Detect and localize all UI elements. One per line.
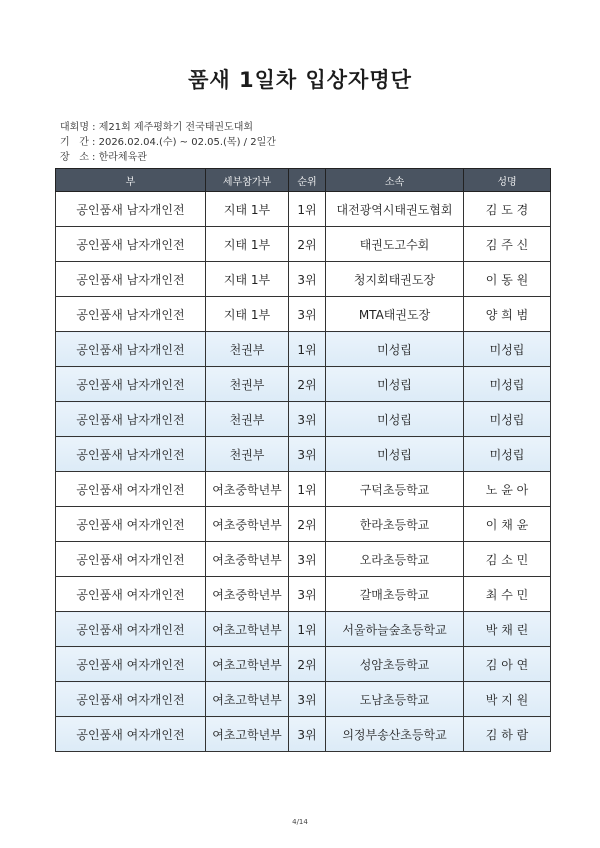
page-number: 4/14: [292, 818, 308, 826]
cell-rank: 1위: [289, 332, 326, 367]
cell-team: 대전광역시태권도협회: [326, 192, 464, 227]
cell-division: 공인품새 여자개인전: [56, 472, 206, 507]
cell-team: 의정부송산초등학교: [326, 717, 464, 752]
cell-team: 성암초등학교: [326, 647, 464, 682]
cell-sub-division: 지태 1부: [206, 297, 289, 332]
cell-sub-division: 여초중학년부: [206, 577, 289, 612]
cell-rank: 3위: [289, 437, 326, 472]
cell-name: 김 아 연: [464, 647, 551, 682]
period-label: 기 간 :: [60, 137, 96, 148]
cell-division: 공인품새 여자개인전: [56, 717, 206, 752]
cell-team: 갈매초등학교: [326, 577, 464, 612]
table-row: [56, 682, 551, 717]
cell-sub-division: 여초고학년부: [206, 717, 289, 752]
cell-division: 공인품새 남자개인전: [56, 367, 206, 402]
period-value: 2026.02.04.(수) ~ 02.05.(목) / 2일간: [98, 137, 276, 148]
cell-team: MTA태권도장: [326, 297, 464, 332]
cell-division: 공인품새 남자개인전: [56, 297, 206, 332]
table-row: [56, 647, 551, 682]
venue-info: [60, 148, 147, 163]
header-rank: 순위: [289, 169, 326, 192]
cell-rank: 3위: [289, 297, 326, 332]
table-row: [56, 472, 551, 507]
cell-name: 김 도 경: [464, 192, 551, 227]
cell-name: 미성립: [464, 437, 551, 472]
winners-table: [55, 168, 551, 752]
header-division: 부: [56, 169, 206, 192]
cell-name: 김 주 신: [464, 227, 551, 262]
cell-rank: 2위: [289, 367, 326, 402]
event-info: [60, 118, 253, 133]
cell-rank: 3위: [289, 717, 326, 752]
cell-division: 공인품새 여자개인전: [56, 542, 206, 577]
cell-division: 공인품새 남자개인전: [56, 192, 206, 227]
cell-sub-division: 여초중학년부: [206, 472, 289, 507]
cell-name: 노 윤 아: [464, 472, 551, 507]
cell-team: 미성립: [326, 437, 464, 472]
table-row: [56, 402, 551, 437]
cell-sub-division: 지태 1부: [206, 227, 289, 262]
table-row: [56, 577, 551, 612]
cell-rank: 2위: [289, 507, 326, 542]
header-team: 소속: [326, 169, 464, 192]
event-value: 제21회 제주평화기 전국태권도대회: [98, 122, 254, 133]
cell-team: 한라초등학교: [326, 507, 464, 542]
cell-sub-division: 여초중학년부: [206, 542, 289, 577]
cell-rank: 3위: [289, 542, 326, 577]
period-info: [60, 133, 276, 148]
table-row: [56, 437, 551, 472]
cell-rank: 1위: [289, 472, 326, 507]
header-name: 성명: [464, 169, 551, 192]
table-row: [56, 332, 551, 367]
table-row: [56, 192, 551, 227]
cell-rank: 3위: [289, 402, 326, 437]
cell-division: 공인품새 남자개인전: [56, 332, 206, 367]
cell-team: 태권도고수회: [326, 227, 464, 262]
cell-sub-division: 천권부: [206, 332, 289, 367]
header-sub-division: 세부참가부: [206, 169, 289, 192]
event-label: 대회명 :: [60, 122, 96, 133]
table-row: [56, 507, 551, 542]
table-row: [56, 612, 551, 647]
cell-division: 공인품새 남자개인전: [56, 262, 206, 297]
cell-team: 청지회태권도장: [326, 262, 464, 297]
cell-name: 미성립: [464, 332, 551, 367]
cell-team: 미성립: [326, 367, 464, 402]
cell-division: 공인품새 남자개인전: [56, 402, 206, 437]
cell-name: 김 하 람: [464, 717, 551, 752]
table-row: [56, 367, 551, 402]
table-row: [56, 717, 551, 752]
cell-name: 박 채 린: [464, 612, 551, 647]
table-row: [56, 227, 551, 262]
cell-team: 서울하늘숲초등학교: [326, 612, 464, 647]
cell-team: 도남초등학교: [326, 682, 464, 717]
cell-team: 오라초등학교: [326, 542, 464, 577]
cell-name: 김 소 민: [464, 542, 551, 577]
cell-name: 양 희 범: [464, 297, 551, 332]
cell-sub-division: 천권부: [206, 437, 289, 472]
cell-name: 미성립: [464, 402, 551, 437]
cell-division: 공인품새 여자개인전: [56, 577, 206, 612]
cell-name: 이 채 윤: [464, 507, 551, 542]
cell-sub-division: 지태 1부: [206, 262, 289, 297]
table-row: [56, 262, 551, 297]
cell-name: 최 수 민: [464, 577, 551, 612]
table-header-row: [56, 169, 551, 192]
cell-team: 구덕초등학교: [326, 472, 464, 507]
cell-sub-division: 여초고학년부: [206, 647, 289, 682]
cell-rank: 3위: [289, 262, 326, 297]
cell-sub-division: 여초중학년부: [206, 507, 289, 542]
venue-label: 장 소 :: [60, 152, 96, 163]
page-title: 품새 1일차 입상자명단: [188, 68, 412, 92]
cell-name: 이 동 원: [464, 262, 551, 297]
cell-division: 공인품새 여자개인전: [56, 682, 206, 717]
cell-sub-division: 지태 1부: [206, 192, 289, 227]
cell-sub-division: 여초고학년부: [206, 612, 289, 647]
cell-rank: 2위: [289, 227, 326, 262]
cell-team: 미성립: [326, 332, 464, 367]
cell-sub-division: 천권부: [206, 402, 289, 437]
cell-rank: 3위: [289, 577, 326, 612]
cell-division: 공인품새 남자개인전: [56, 437, 206, 472]
cell-rank: 2위: [289, 647, 326, 682]
cell-division: 공인품새 여자개인전: [56, 507, 206, 542]
cell-sub-division: 천권부: [206, 367, 289, 402]
cell-sub-division: 여초고학년부: [206, 682, 289, 717]
table-row: [56, 297, 551, 332]
cell-division: 공인품새 여자개인전: [56, 647, 206, 682]
table-row: [56, 542, 551, 577]
cell-team: 미성립: [326, 402, 464, 437]
cell-rank: 1위: [289, 612, 326, 647]
cell-name: 박 지 원: [464, 682, 551, 717]
cell-name: 미성립: [464, 367, 551, 402]
cell-rank: 1위: [289, 192, 326, 227]
cell-division: 공인품새 남자개인전: [56, 227, 206, 262]
venue-value: 한라체육관: [98, 152, 147, 163]
cell-division: 공인품새 여자개인전: [56, 612, 206, 647]
cell-rank: 3위: [289, 682, 326, 717]
